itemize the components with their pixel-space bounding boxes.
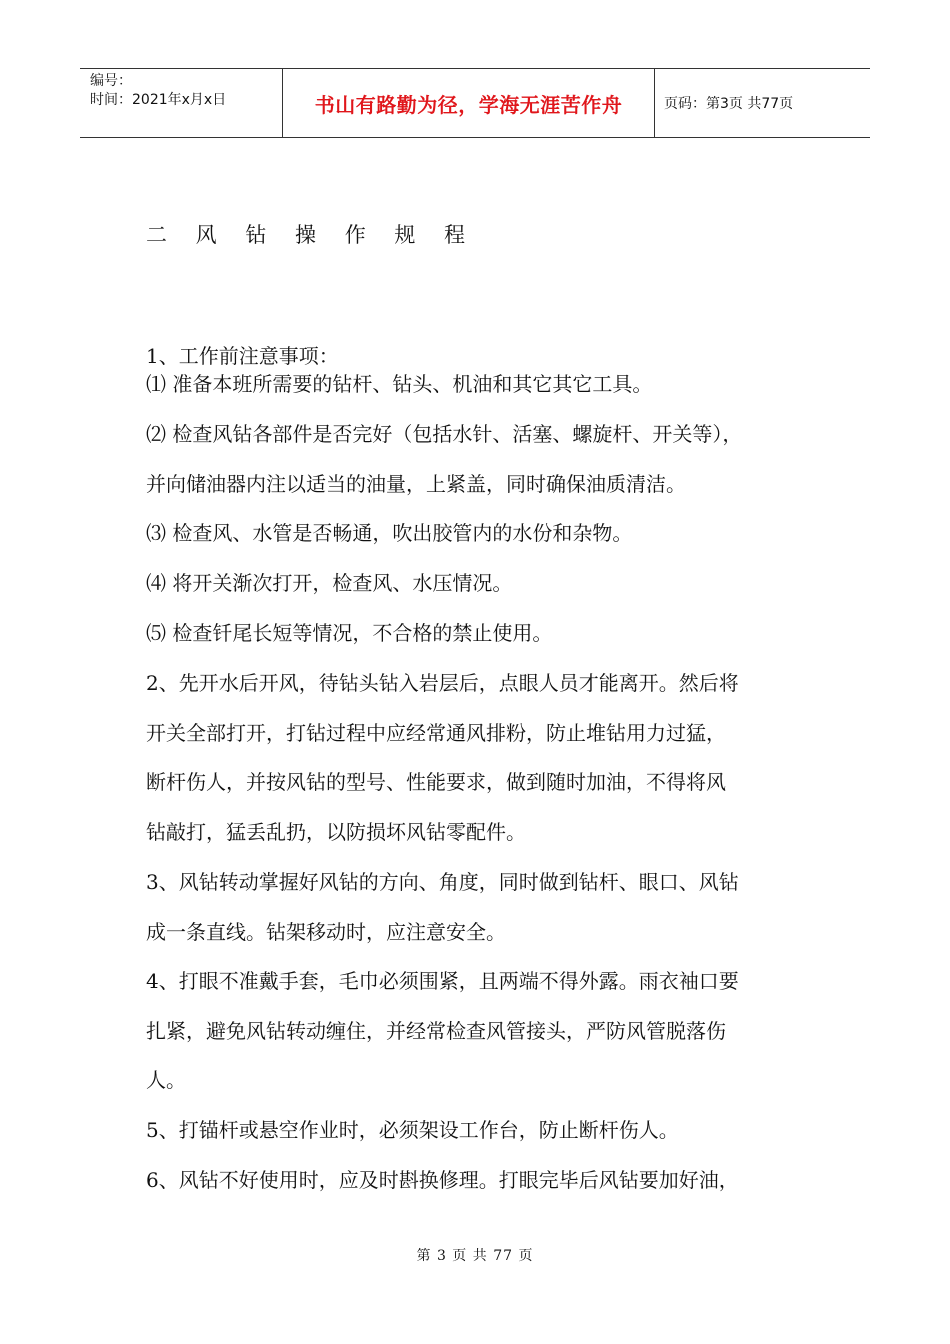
document-header xyxy=(80,68,870,138)
page-footer: 第 3 页 共 77 页 xyxy=(416,1248,534,1264)
text-line: 开关全部打开，打钻过程中应经常通风排粉，防止堆钻用力过猛， xyxy=(146,721,726,745)
text-line: 4、打眼不准戴手套，毛巾必须围紧，且两端不得外露。雨衣袖口要 xyxy=(146,969,739,993)
text-line: 3、风钻转动掌握好风钻的方向、角度，同时做到钻杆、眼口、风钻 xyxy=(146,870,739,894)
header-motto-cell xyxy=(283,69,655,137)
document-date-label: 时间：2021年x月x日 xyxy=(90,92,227,108)
text-line: 2、先开水后开风，待钻头钻入岩层后，点眼人员才能离开。然后将 xyxy=(146,671,739,695)
header-motto: 书山有路勤为径，学海无涯苦作舟 xyxy=(314,92,623,117)
text-line: ⑷ 将开关渐次打开，检查风、水压情况。 xyxy=(146,571,513,595)
text-line: 扎紧，避免风钻转动缠住，并经常检查风管接头，严防风管脱落伤 xyxy=(146,1019,726,1043)
header-page-cell xyxy=(655,69,870,137)
text-line: ⑸ 检查钎尾长短等情况，不合格的禁止使用。 xyxy=(146,621,553,645)
text-line: 1、工作前注意事项： xyxy=(146,344,339,368)
text-line: ⑶ 检查风、水管是否畅通，吹出胶管内的水份和杂物。 xyxy=(146,521,633,545)
text-line: 并向储油器内注以适当的油量，上紧盖，同时确保油质清洁。 xyxy=(146,472,686,496)
header-meta-cell xyxy=(80,69,283,137)
text-line: 5、打锚杆或悬空作业时，必须架设工作台，防止断杆伤人。 xyxy=(146,1118,679,1142)
text-line: 成一条直线。钻架移动时，应注意安全。 xyxy=(146,920,506,944)
document-number-label: 编号： xyxy=(90,73,132,89)
text-line: 钻敲打，猛丢乱扔，以防损坏风钻零配件。 xyxy=(146,820,526,844)
text-line: 断杆伤人，并按风钻的型号、性能要求，做到随时加油，不得将风 xyxy=(146,770,726,794)
section-title: 二 风 钻 操 作 规 程 xyxy=(146,223,477,247)
text-line: 人。 xyxy=(146,1068,186,1092)
text-line: 6、风钻不好使用时，应及时斟换修理。打眼完毕后风钻要加好油， xyxy=(146,1168,739,1192)
text-line: ⑵ 检查风钻各部件是否完好（包括水针、活塞、螺旋杆、开关等）， xyxy=(146,422,743,446)
header-page-info: 页码：第3页 共77页 xyxy=(664,96,794,112)
text-line: ⑴ 准备本班所需要的钻杆、钻头、机油和其它其它工具。 xyxy=(146,372,653,396)
